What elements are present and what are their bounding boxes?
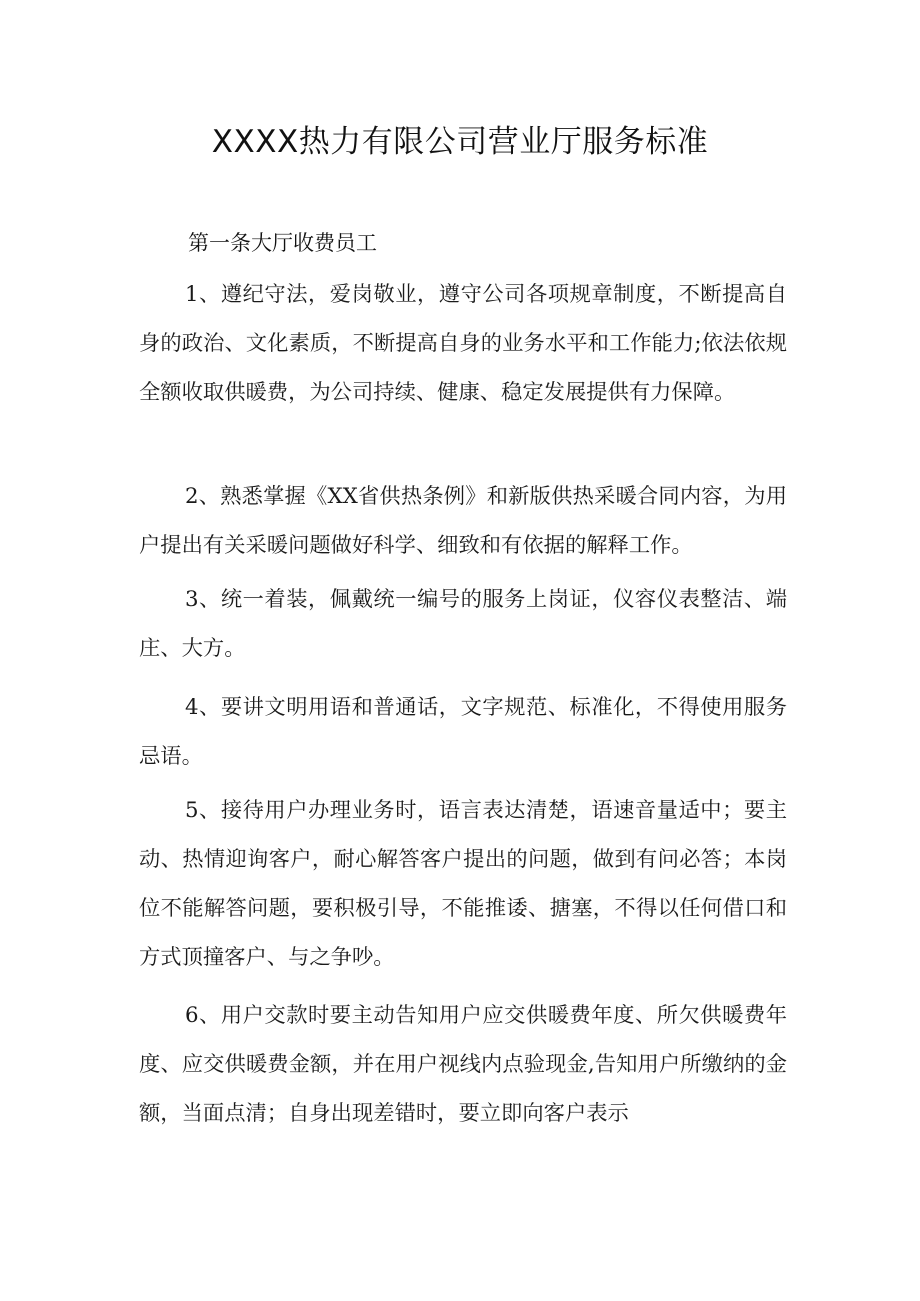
paragraph-4: 4、要讲文明用语和普通话，文字规范、标准化，不得使用服务忌语。 bbox=[139, 695, 787, 769]
paragraph-1: 1、遵纪守法，爱岗敬业，遵守公司各项规章制度，不断提高自身的政治、文化素质，不断提高自身的业务水平和工作能力;依法依规全额收取供暖费，为公司持续、健康、稳定发展提供有力保障。 bbox=[139, 282, 787, 405]
paragraph-5: 5、接待用户办理业务时，语言表达清楚，语速音量适中；要主动、热情迎询客户，耐心解答客户提出的问题，做到有问必答；本岗位不能解答问题，要积极引导，不能推诿、搪塞，不得以任何借口和方式顶撞客户、与之争吵。 bbox=[139, 798, 787, 970]
paragraph-6: 6、用户交款时要主动告知用户应交供暖费年度、所欠供暖费年度、应交供暖费金额，并在用户视线内点验现金,告知用户所缴纳的金额，当面点清；自身出现差错时，要立即向客户表示 bbox=[139, 1003, 787, 1126]
section-heading: 第一条大厅收费员工 bbox=[188, 231, 377, 255]
paragraph-3: 3、统一着装，佩戴统一编号的服务上岗证，仪容仪表整洁、端庄、大方。 bbox=[139, 587, 787, 661]
paragraph-2: 2、熟悉掌握《XX省供热条例》和新版供热采暖合同内容，为用户提出有关采暖问题做好科学、细致和有依据的解释工作。 bbox=[139, 484, 787, 558]
document-title: XXXX热力有限公司营业厅服务标准 bbox=[211, 124, 709, 160]
